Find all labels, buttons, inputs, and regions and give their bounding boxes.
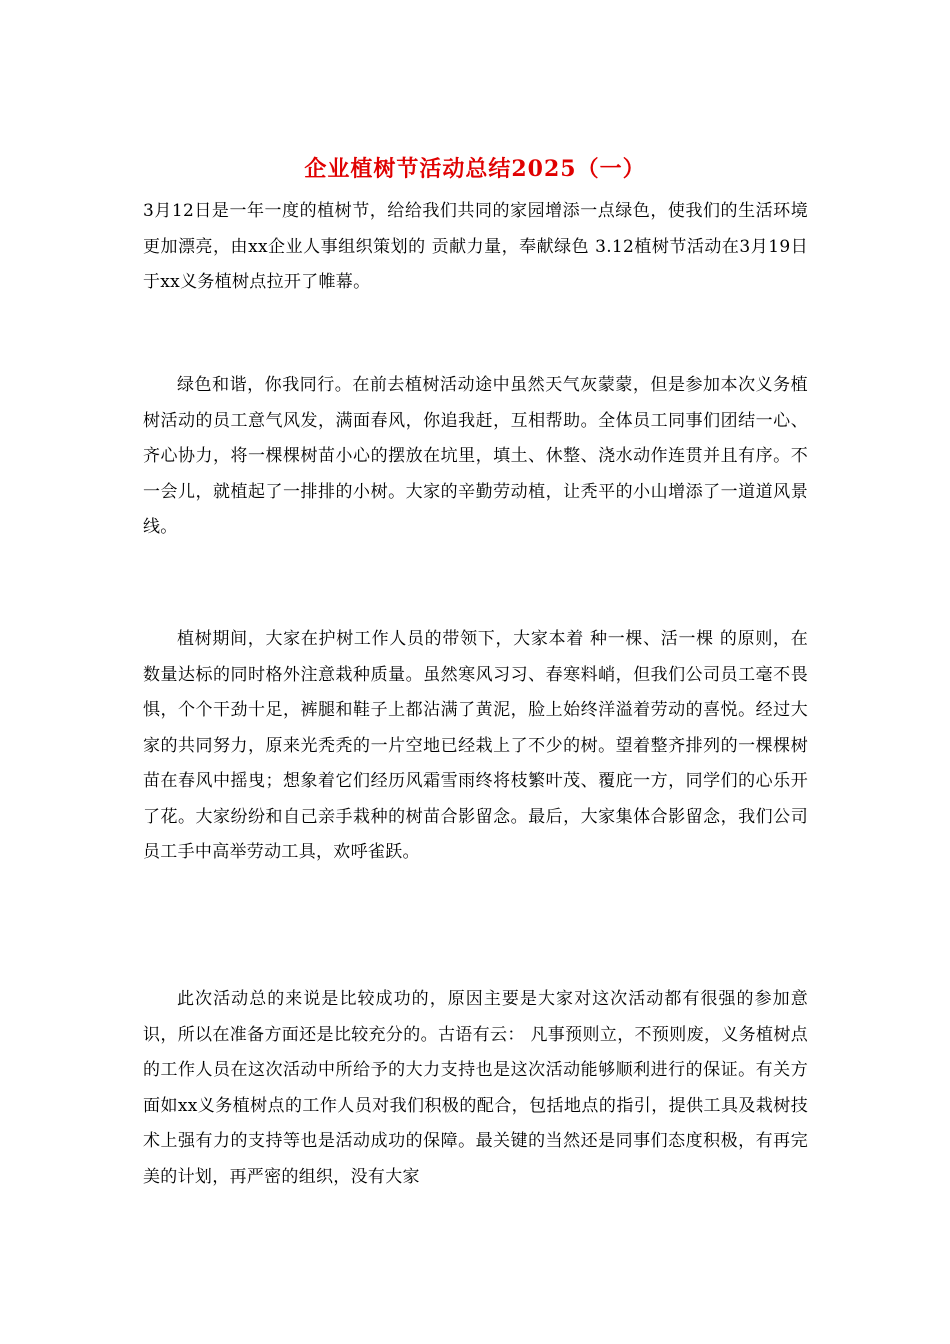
paragraph-green-harmony: 绿色和谐，你我同行。在前去植树活动途中虽然天气灰蒙蒙，但是参加本次义务植树活动的员工意气风发，满面春风，你追我赶，互相帮助。全体员工同事们团结一心、齐心协力，将一棵棵树苗小心的摆放在坑里，填土、休整、浇水动作连贯并且有序。不一会儿，就植起了一排排的小树。大家的辛勤劳动植，让秃平的小山增添了一道道风景线。 bbox=[143, 375, 808, 537]
paragraph-planting-period: 植树期间，大家在护树工作人员的带领下，大家本着 种一棵、活一棵 的原则，在数量达标的同时格外注意栽种质量。虽然寒风习习、春寒料峭，但我们公司员工毫不畏惧，个个干劲十足，裤腿和鞋子上都沾满了黄泥，脸上始终洋溢着劳动的喜悦。经过大家的共同努力，原来光秃秃的一片空地已经栽上了不少的树。望着整齐排列的一棵棵树苗在春风中摇曳；想象着它们经历风霜雪雨终将枝繁叶茂、覆庇一方，同学们的心乐开了花。大家纷纷和自己亲手栽种的树苗合影留念。最后，大家集体合影留念，我们公司员工手中高举劳动工具，欢呼雀跃。 bbox=[143, 629, 808, 862]
paragraph-intro: 3月12日是一年一度的植树节，给给我们共同的家园增添一点绿色，使我们的生活环境更加漂亮，由xx企业人事组织策划的 贡献力量，奉献绿色 3.12植树节活动在3月19日于xx义务植树点拉开了帷幕。 bbox=[143, 201, 808, 292]
document-title: 企业植树节活动总结2025（一） bbox=[304, 156, 646, 182]
paragraph-summary: 此次活动总的来说是比较成功的，原因主要是大家对这次活动都有很强的参加意识，所以在准备方面还是比较充分的。古语有云： 凡事预则立，不预则废，义务植树点的工作人员在这次活动中所给予的大力支持也是这次活动能够顺利进行的保证。有关方面如xx义务植树点的工作人员对我们积极的配合，包括地点的指引，提供工具及栽树技术上强有力的支持等也是活动成功的保障。最关键的当然还是同事们态度积极，有再完美的计划，再严密的组织，没有大家 bbox=[143, 989, 808, 1187]
